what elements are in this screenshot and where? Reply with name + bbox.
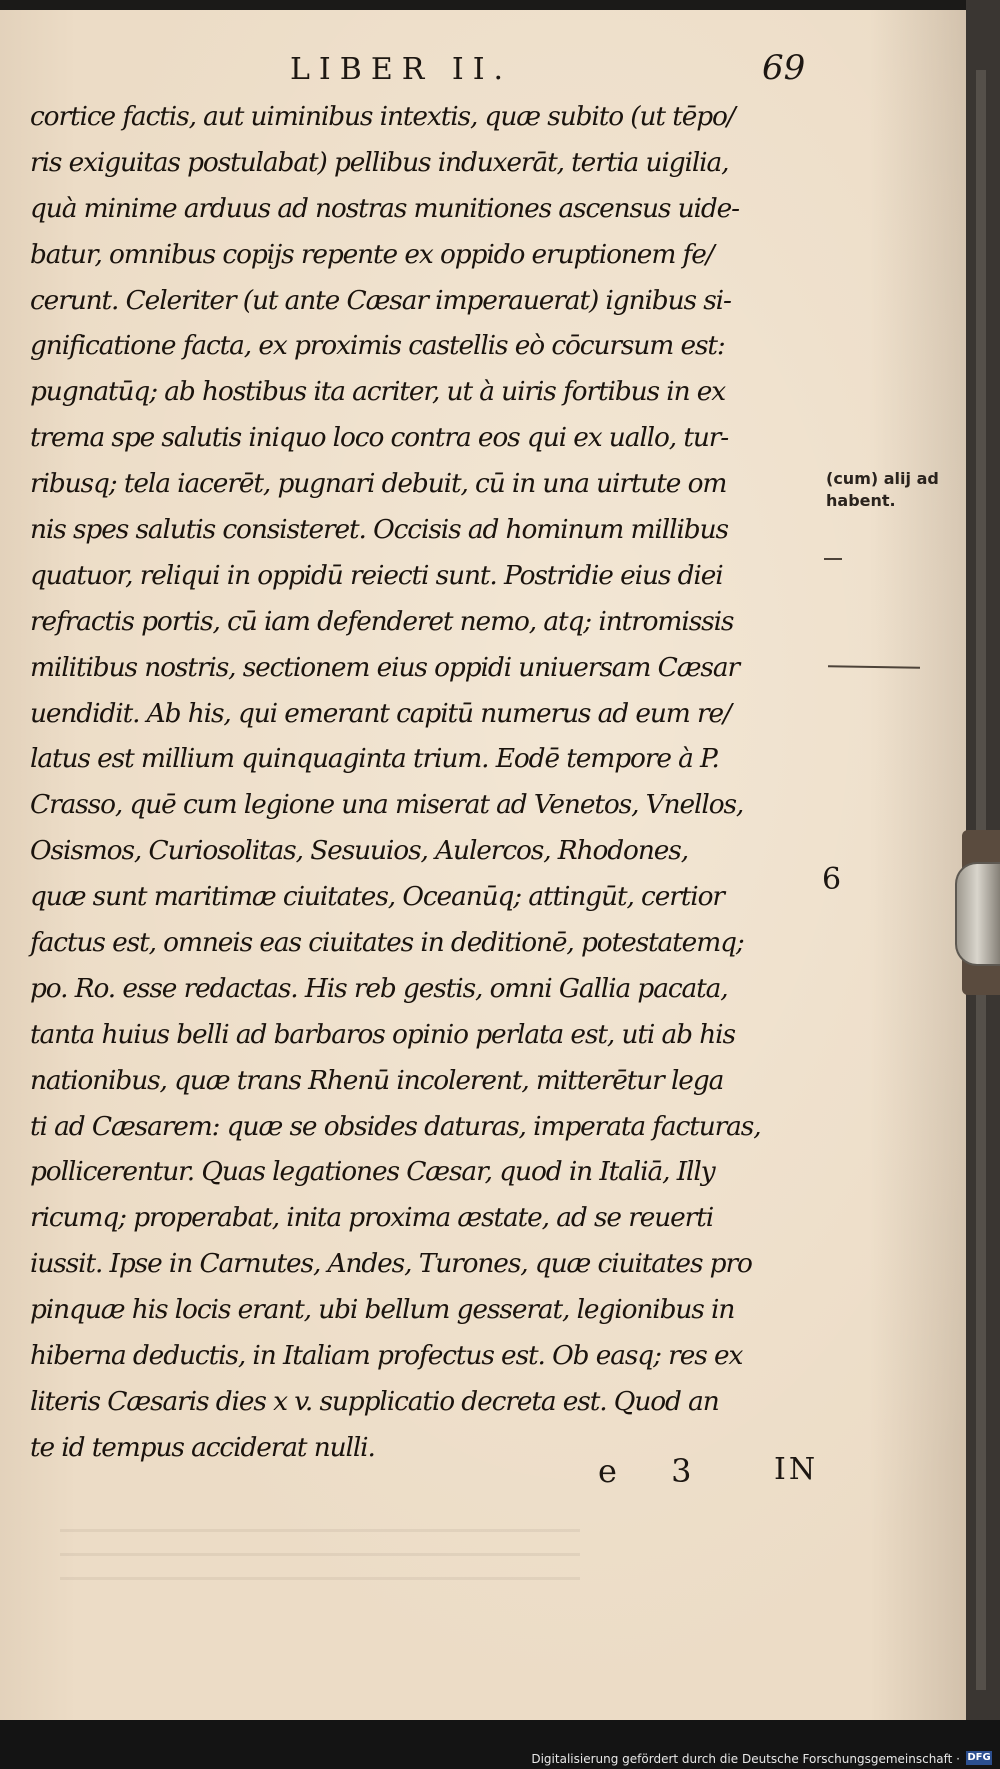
text-line: nationibus, quæ trans Rhenū incolerent, mitterētur lega [30,1064,724,1096]
dfg-logo-icon: DFG [967,1752,991,1763]
text-line: iussit. Ipse in Carnutes, Andes, Turones, quæ ciuitates pro [30,1248,752,1280]
text-line: nis spes salutis consisteret. Occisis ad hominum millibus [30,514,728,546]
text-line: tanta huius belli ad barbaros opinio perlata est, uti ab his [30,1018,735,1050]
text-line: pugnatūq; ab hostibus ita acriter, ut à uiris fortibus in ex [30,376,726,408]
marginal-annotation [826,468,939,512]
body-text [30,94,820,1471]
margin-pen-mark [824,558,842,560]
text-line: cerunt. Celeriter (ut ante Cæsar imperauerat) ignibus si- [30,284,731,316]
text-line: batur, omnibus copijs repente ex oppido eruptionem fe/ [30,238,714,270]
text-line: factus est, omneis eas ciuitates in deditionē, potestatemq; [30,927,744,959]
text-line: quæ sunt maritimæ ciuitates, Oceanūq; attingūt, certior [30,881,724,913]
text-line: ribusq; tela iacerēt, pugnari debuit, cū in una uirtute om [30,468,727,500]
text-line: Crasso, quē cum legione una miserat ad Venetos, Vnellos, [30,789,744,821]
text-line: literis Cæsaris dies x v. supplicatio decreta est. Quod an [30,1385,719,1417]
text-line: pinquæ his locis erant, ubi bellum gesserat, legionibus in [30,1294,735,1326]
funding-credit: Digitalisierung gefördert durch die Deutsche Forschungsgemeinschaft · [531,1752,960,1766]
book-clasp [955,862,1000,966]
running-head: LIBER II. [290,52,513,87]
text-line: hiberna deductis, in Italiam profectus est. Ob easq; res ex [30,1340,743,1372]
text-line: po. Ro. esse redactas. His reb gestis, omni Gallia pacata, [30,972,728,1004]
page-number: 69 [762,48,806,88]
text-line: latus est millium quinquaginta trium. Eodē tempore à P. [30,743,719,775]
text-line: ti ad Cæsarem: quæ se obsides daturas, imperata facturas, [30,1110,761,1142]
text-line: trema spe salutis iniquo loco contra eos qui ex uallo, tur- [30,422,729,454]
text-line: ris exiguitas postulabat) pellibus induxerāt, tertia uigilia, [30,146,729,178]
text-line: quatuor, reliqui in oppidū reiecti sunt. Postridie eius diei [30,559,723,591]
text-line: militibus nostris, sectionem eius oppidi uniuersam Cæsar [30,651,739,683]
text-line: quà minime arduus ad nostras munitiones ascensus uide- [30,192,739,224]
text-line: Osismos, Curiosolitas, Sesuuios, Aulercos, Rhodones, [30,835,688,867]
text-line: te id tempus acciderat nulli. [30,1431,375,1463]
text-line: gnificatione facta, ex proximis castellis eò cōcursum est: [30,330,725,362]
marginal-annotation-line: habent. [826,491,896,510]
text-line: uendidit. Ab his, qui emerant capitū numerus ad eum re/ [30,697,731,729]
text-line: pollicerentur. Quas legationes Cæsar, quod in Italiā, Illy [30,1156,715,1188]
text-line: ricumq; properabat, inita proxima æstate, ad se reuerti [30,1202,714,1234]
signature-mark: e 3 [598,1452,714,1490]
catchword: IN [774,1452,819,1487]
show-through-texture [60,1510,580,1580]
margin-section-number: 6 [822,862,842,897]
text-line: refractis portis, cū iam defenderet nemo, atq; intromissis [30,605,734,637]
text-line: cortice factis, aut uiminibus intextis, quæ subito (ut tēpo/ [30,101,735,132]
marginal-annotation-line: (cum) alij ad [826,469,939,488]
